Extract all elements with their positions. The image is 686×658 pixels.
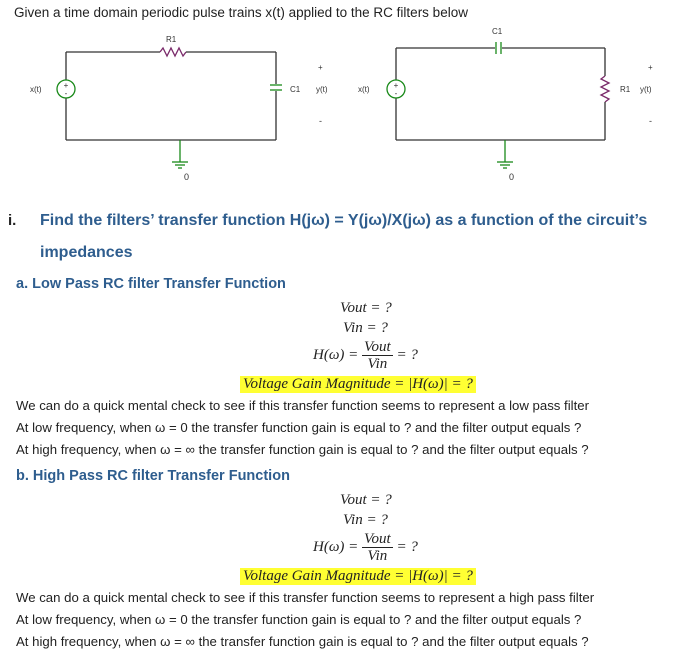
part-b-check: We can do a quick mental check to see if this transfer function seems to represent a high pass filter [16, 590, 595, 605]
output-label-2: y(t) [640, 85, 652, 94]
part-a-frac-den: Vin [367, 356, 388, 372]
output-plus: + [318, 63, 323, 72]
source-minus: - [64, 89, 68, 98]
part-a-gain-magnitude: Voltage Gain Magnitude = |H(ω)| = ? [240, 376, 476, 393]
output-minus: - [319, 116, 322, 126]
part-a-high-freq: At high frequency, when ω = ∞ the transfer function gain is equal to ? and the filter output equals ? [16, 442, 589, 457]
source2-minus: - [394, 89, 398, 98]
part-a-fraction [362, 339, 393, 372]
part-b-vin: Vin = ? [343, 512, 388, 528]
part-b-transfer-function [313, 531, 418, 564]
source-label-2: x(t) [358, 85, 370, 94]
ground-label-2: 0 [509, 172, 515, 182]
part-b-frac-den: Vin [367, 548, 388, 564]
section-heading-line2: impedances [40, 244, 133, 261]
resistor-r1-symbol [160, 48, 186, 56]
part-a-h-rhs: = ? [396, 346, 418, 363]
part-b-heading: b. High Pass RC filter Transfer Function [16, 468, 290, 484]
source2-plus: + [393, 81, 399, 90]
part-b-frac-num: Vout [364, 531, 391, 547]
resistor-r1-symbol-2 [601, 76, 609, 102]
circuit-diagrams [0, 0, 686, 200]
part-b-fraction [362, 531, 393, 564]
section-heading-line1: Find the filters’ transfer function H(jω) = Y(jω)/X(jω) as a function of the circuit’s [40, 212, 648, 229]
r1-label: R1 [166, 35, 177, 44]
source-plus: + [63, 81, 69, 90]
part-a-vout: Vout = ? [340, 300, 392, 316]
part-a-heading: a. Low Pass RC filter Transfer Function [16, 276, 286, 292]
part-b-vout: Vout = ? [340, 492, 392, 508]
c1-label: C1 [290, 85, 301, 94]
part-a-low-freq: At low frequency, when ω = 0 the transfer function gain is equal to ? and the filter output equals ? [16, 420, 582, 435]
part-a-vin: Vin = ? [343, 320, 388, 336]
section-numeral: i. [8, 212, 17, 229]
highpass-circuit [393, 42, 609, 168]
part-b-h-rhs: = ? [396, 538, 418, 555]
source-label: x(t) [30, 85, 42, 94]
part-a-h-lhs: H(ω) = [313, 346, 359, 363]
intro-text: Given a time domain periodic pulse trains x(t) applied to the RC filters below [14, 5, 468, 20]
c1-label-2: C1 [492, 27, 503, 36]
output2-plus: + [648, 63, 653, 72]
part-b-low-freq: At low frequency, when ω = 0 the transfer function gain is equal to ? and the filter output equals ? [16, 612, 582, 627]
part-b-high-freq: At high frequency, when ω = ∞ the transfer function gain is equal to ? and the filter output equals ? [16, 634, 589, 649]
part-a-frac-num: Vout [364, 339, 391, 355]
part-b-h-lhs: H(ω) = [313, 538, 359, 555]
part-a-transfer-function [313, 339, 418, 372]
output-label: y(t) [316, 85, 328, 94]
output2-minus: - [649, 116, 652, 126]
r1-label-2: R1 [620, 85, 631, 94]
part-a-check: We can do a quick mental check to see if this transfer function seems to represent a low pass filter [16, 398, 589, 413]
ground-label: 0 [184, 172, 190, 182]
part-b-gain-magnitude: Voltage Gain Magnitude = |H(ω)| = ? [240, 568, 476, 585]
lowpass-circuit [63, 48, 282, 168]
